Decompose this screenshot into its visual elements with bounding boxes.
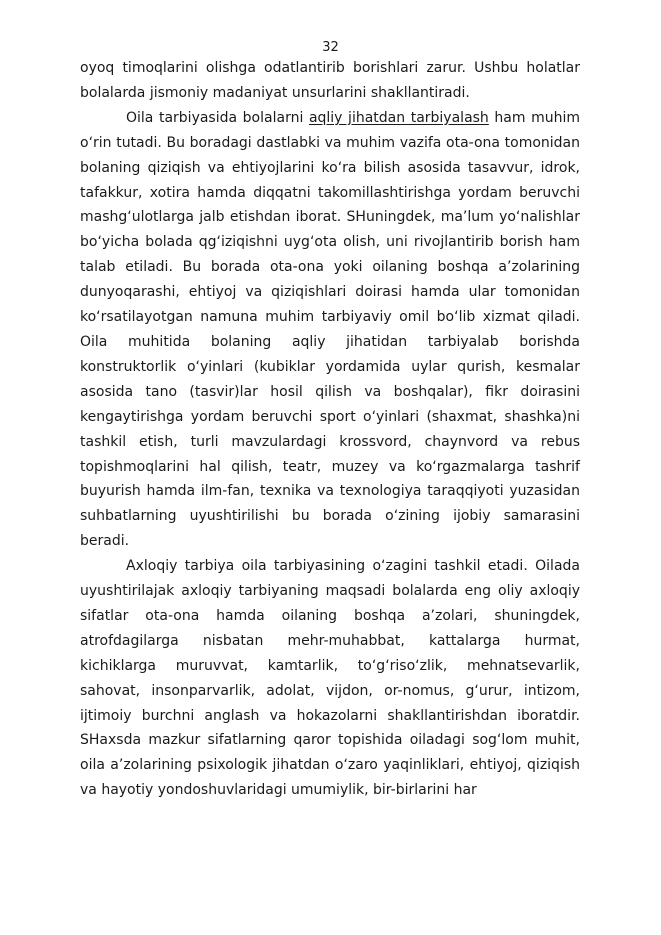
paragraph-moral-education: Axloqiy tarbiya oila tarbiyasining o‘zagini tashkil etadi. Oilada uyushtirilajak axloqiy tarbiyaning maqsadi bolalarda eng oliy axloqiy sifatlar ota-ona hamda oilaning boshqa a’zolari, shuningdek, atrofdagilarga nisbatan mehr-muhabbat, kattalarga hurmat, kichiklarga muruvvat, kamtarlik, to‘g‘riso‘zlik, mehnatsevarlik, sahovat, insonparvarlik, adolat, vijdon, or-nomus, g‘urur, intizom, ijtimoiy burchni anglash va hokazolarni shakllantirishdan iboratdir. SHaxsda mazkur sifatlarning qaror topishida oiladagi sog‘lom muhit, oila a’zolarining psixologik jihatdan o‘zaro yaqinliklari, ehtiyoj, qiziqish va hayotiy yondoshuvlaridagi umumiylik, bir-birlarini har [80, 558, 580, 799]
page-number: 32 [322, 40, 339, 55]
body-text [80, 56, 580, 803]
underlined-term: aqliy jihatdan tarbiyalash [308, 109, 489, 126]
paragraph-continuation: oyoq timoqlarini olishga odatlantirib borishlari zarur. Ushbu holatlar bolalarda jismoniy madaniyat unsurlarini shakllantiradi. [80, 60, 580, 101]
paragraph-lead-text: Oila tarbiyasida bolalarni [126, 109, 309, 126]
paragraph-mental-education [80, 106, 580, 554]
paragraph-body-text: ham muhim o‘rin tutadi. Bu boradagi dastlabki va muhim vazifa ota-ona tomonidan bolaning qiziqish va ehtiyojlarini ko‘ra bilish asosida tasavvur, idrok, tafakkur, xotira hamda diqqatni takomillashtirishga yordam beruvchi mashg‘ulotlarga jalb etishdan iborat. SHuningdek, ma’lum yo‘nalishlar bo‘yicha bolada qg‘iziqishni uyg‘ota olish, uni rivojlantirib borish ham talab etiladi. Bu borada ota-ona yoki oilaning boshqa a’zolarining dunyoqarashi, ehtiyoj va qiziqishlari doirasi hamda ular tomonidan ko‘rsatilayotgan namuna muhim tarbiyaviy omil bo‘lib xizmat qiladi. Oila muhitida bolaning aqliy jihatidan tarbiyalab borishda konstruktorlik o‘yinlari (kubiklar yordamida uylar qurish, kesmalar asosida tano (tasvir)lar hosil qilish va boshqalar), fikr doirasini kengaytirishga yordam beruvchi sport o‘yinlari (shaxmat, shashka)ni tashkil etish, turli mavzulardagi krossvord, chaynvord va rebus topishmoqlarini hal qilish, teatr, muzey va ko‘rgazmalarga tashrif buyurish hamda ilm-fan, texnika va texnologiya taraqqiyoti yuzasidan suhbatlarning uyushtirilishi bu borada o‘zining ijobiy samarasini beradi. [80, 109, 580, 550]
